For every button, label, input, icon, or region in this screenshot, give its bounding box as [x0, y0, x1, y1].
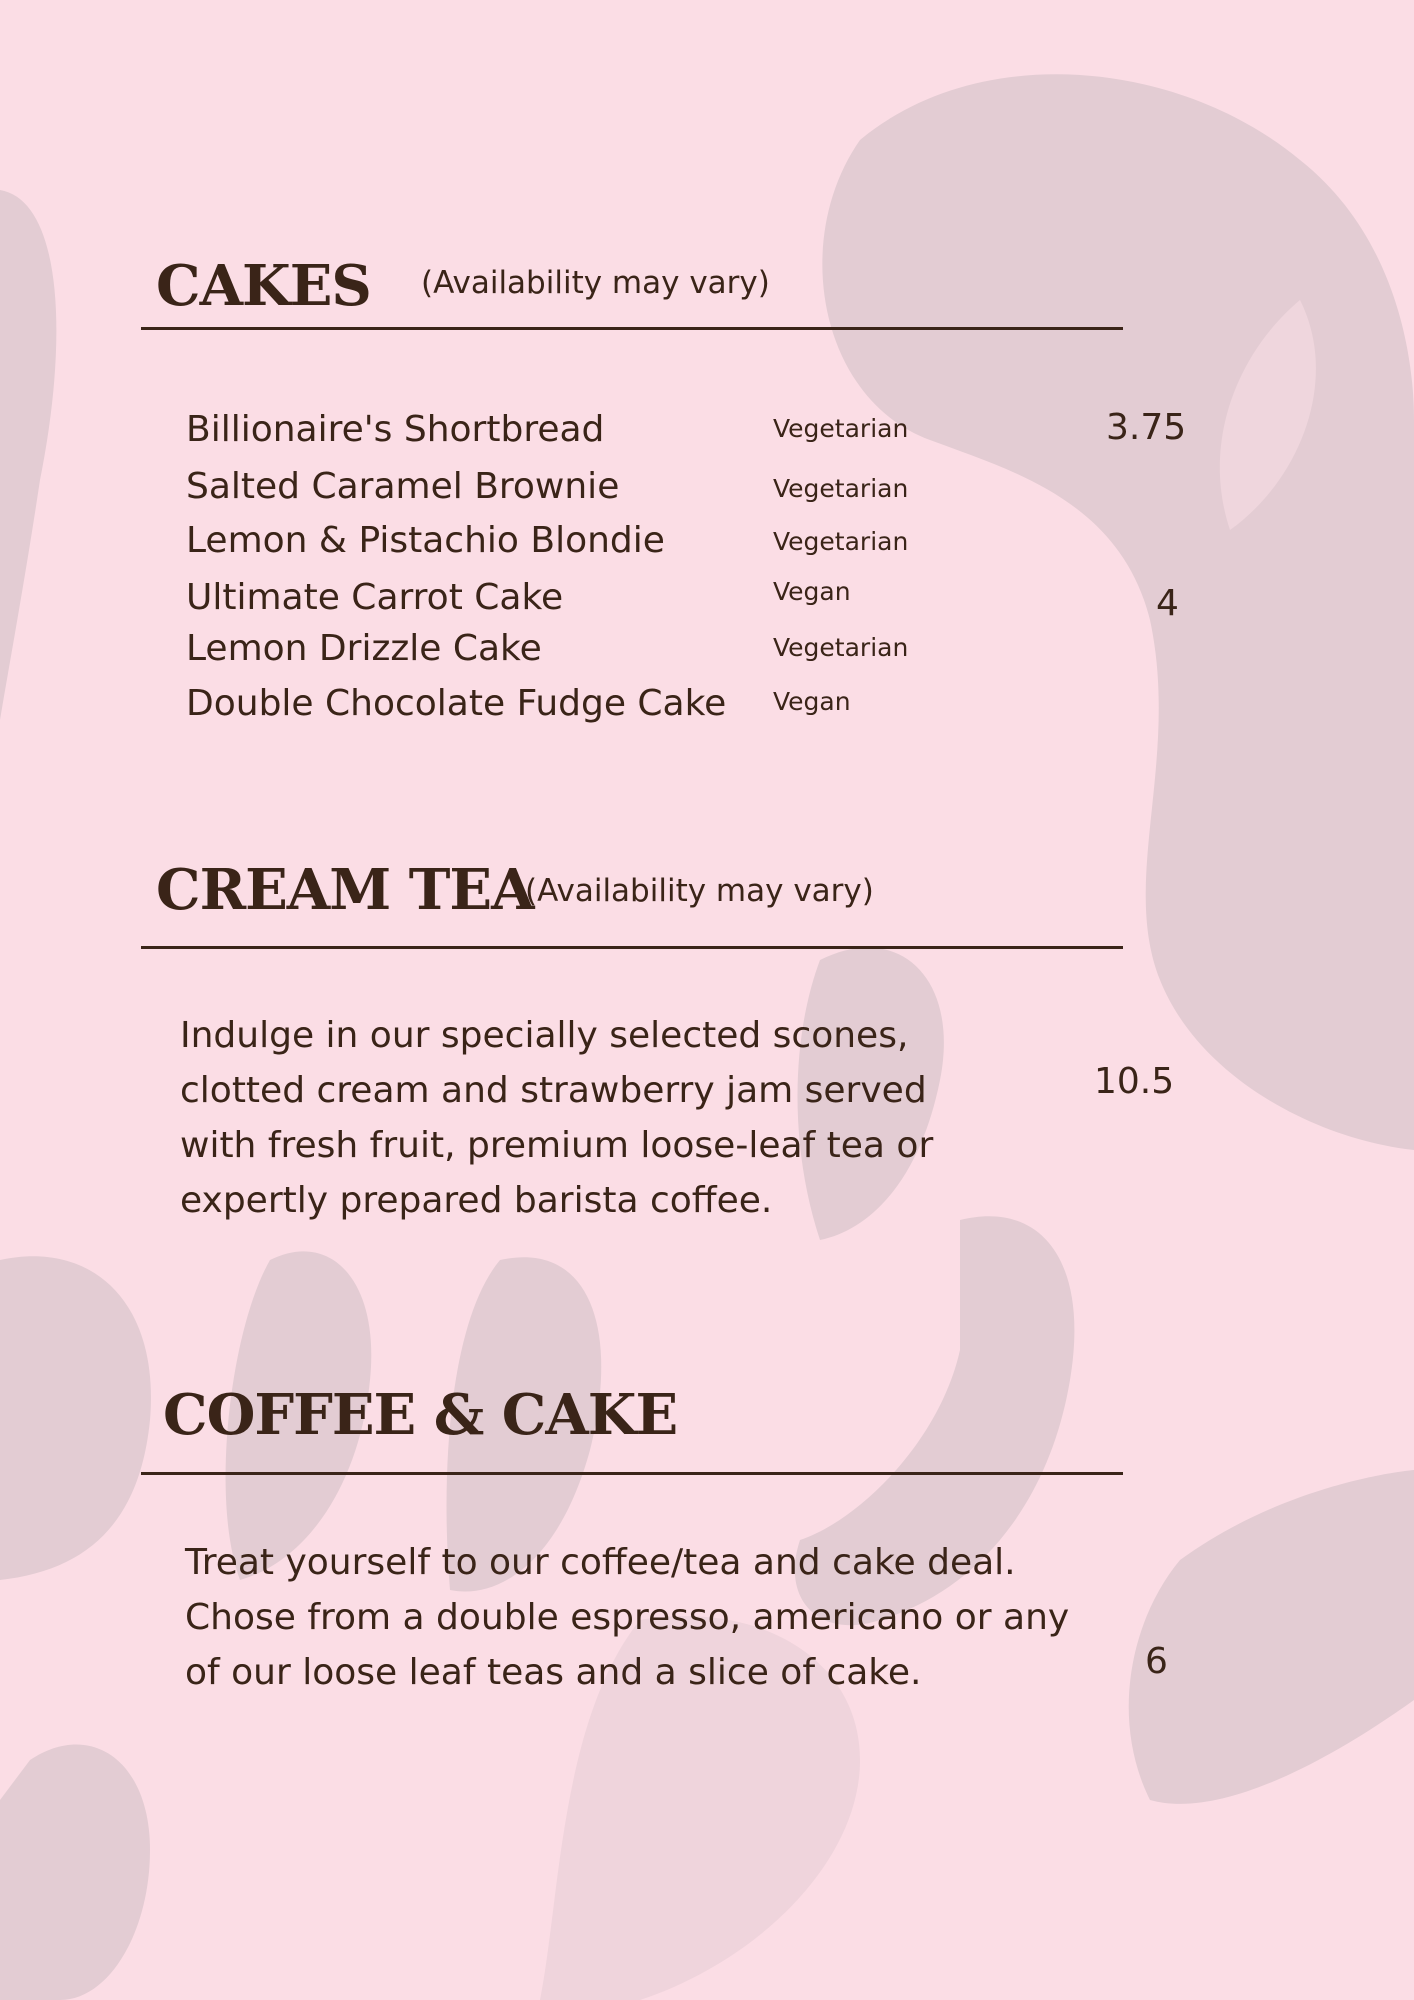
coffee-cake-title: COFFEE & CAKE [163, 1382, 678, 1448]
cream-tea-title: CREAM TEA [156, 857, 534, 923]
cake-item-name: Billionaire's Shortbread [186, 409, 605, 450]
cake-item-name: Salted Caramel Brownie [186, 466, 620, 507]
cakes-divider [141, 327, 1123, 330]
coffee-cake-description [185, 1535, 1085, 1700]
coffee-cake-divider [141, 1472, 1123, 1475]
cake-item-name: Ultimate Carrot Cake [186, 577, 564, 618]
description-line: expertly prepared barista coffee. [180, 1180, 773, 1221]
cake-item-diet: Vegetarian [773, 527, 909, 556]
cake-item-diet: Vegetarian [773, 633, 909, 662]
description-line: Indulge in our specially selected scones, [180, 1015, 909, 1056]
cakes-availability-note: (Availability may vary) [421, 265, 770, 301]
description-line: with fresh fruit, premium loose-leaf tea or [180, 1125, 934, 1166]
cakes-price-large: 4 [1156, 583, 1179, 624]
cream-tea-description [180, 1008, 960, 1228]
cream-tea-availability-note: (Availability may vary) [525, 873, 874, 909]
cake-item-diet: Vegan [773, 687, 851, 716]
description-line: Chose from a double espresso, americano or any [185, 1597, 1070, 1638]
cakes-price-standard: 3.75 [1106, 407, 1187, 448]
cake-item-diet: Vegan [773, 577, 851, 606]
cake-item-name: Double Chocolate Fudge Cake [186, 683, 727, 724]
coffee-cake-price: 6 [1145, 1641, 1168, 1682]
cream-tea-price: 10.5 [1094, 1061, 1175, 1102]
description-line: of our loose leaf teas and a slice of cake. [185, 1652, 922, 1693]
cream-tea-divider [141, 946, 1123, 949]
cakes-title: CAKES [156, 253, 371, 319]
description-line: clotted cream and strawberry jam served [180, 1070, 927, 1111]
cake-item-name: Lemon & Pistachio Blondie [186, 520, 665, 561]
cake-item-name: Lemon Drizzle Cake [186, 628, 542, 669]
description-line: Treat yourself to our coffee/tea and cake deal. [185, 1542, 1016, 1583]
cake-item-diet: Vegetarian [773, 474, 909, 503]
cake-item-diet: Vegetarian [773, 414, 909, 443]
